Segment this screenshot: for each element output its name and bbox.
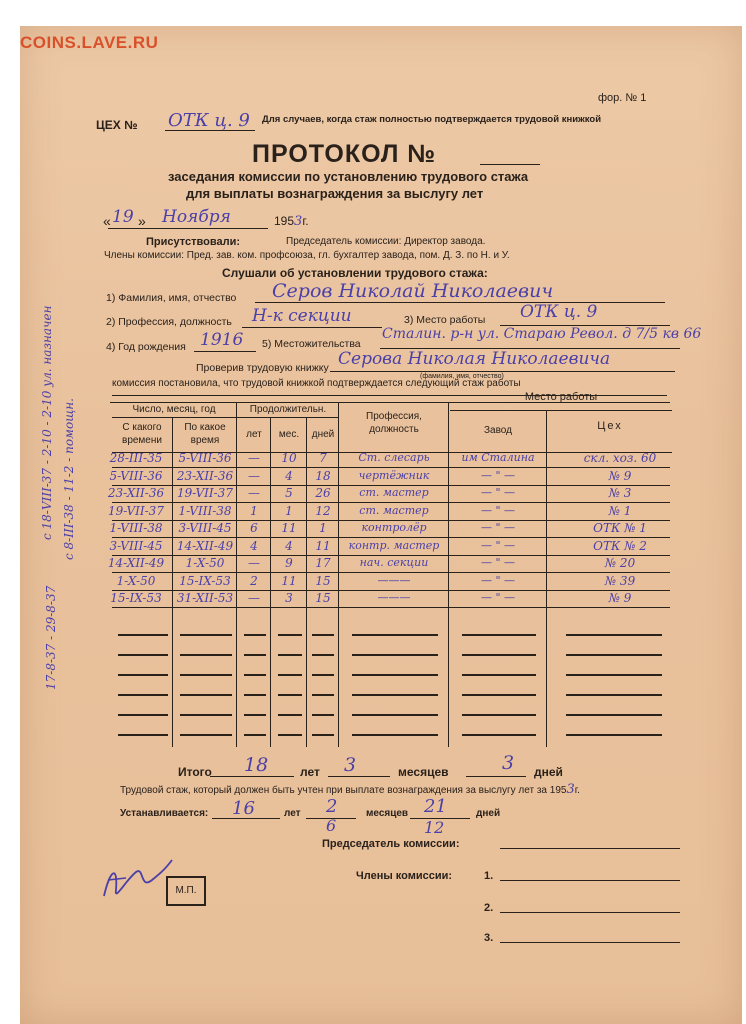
empty-row-dash [312, 654, 334, 656]
present-label: Присутствовали: [146, 236, 240, 248]
field-2-underline [242, 327, 382, 328]
table-cell-to: 31-XII-53 [176, 591, 234, 605]
field-5-value: Сталин. р-н ул. Стараю Револ. д 7/5 кв 66 [382, 326, 702, 342]
empty-row-dash [244, 734, 266, 736]
stazh-g: г. [574, 785, 580, 796]
workshop-prefix: ЦЕХ № [96, 118, 138, 132]
member-1-line [500, 880, 680, 881]
established-days-label: дней [476, 808, 501, 819]
protocol-number-line [480, 164, 540, 165]
table-cell-to: 14-XII-49 [176, 538, 234, 553]
th-date: Число, месяц, год [132, 404, 216, 415]
margin-note-1: с 18-VIII-37 - 2-10 - 2-10 ул. назначен [40, 305, 54, 540]
checked-caption: (фамилия, имя, отчество) [420, 373, 504, 380]
table-cell-shop: № 39 [604, 573, 636, 588]
member-3-number: 3. [484, 932, 494, 944]
table-cell-plant: — " — [480, 503, 516, 517]
empty-row-dash [462, 734, 536, 736]
established-years-line [212, 818, 280, 819]
table-cell-from: 1-VIII-38 [109, 521, 163, 535]
th-duration: Продолжительн. [249, 404, 327, 415]
table-cell-from: 15-IX-53 [110, 591, 162, 605]
table-cell-y: 4 [250, 538, 258, 553]
th-place: Место работы [524, 391, 598, 403]
empty-row-dash [462, 714, 536, 716]
empty-row-dash [462, 634, 536, 636]
checked-label: Проверив трудовую книжку [196, 362, 329, 374]
table-cell-m: 9 [285, 556, 293, 570]
table-cell-prof: нач. секции [359, 556, 429, 569]
field-1-underline [255, 302, 665, 303]
established-months-label: месяцев [366, 808, 409, 819]
members-line: Члены комиссии: Пред. зав. ком. профсоюза, гл. бухгалтер завода, пом. Д. З. по Н. и У. [104, 250, 510, 261]
stazh-text: Трудовой стаж, который должен быть учтен при выплате вознаграждения за выслугу лет за 1953г. [120, 782, 580, 797]
table-row-line [112, 607, 670, 608]
table-cell-prof: Ст. слесарь [358, 451, 430, 464]
empty-row-dash [180, 674, 232, 676]
member-1-number: 1. [484, 870, 494, 882]
empty-row-dash [118, 734, 168, 736]
table-cell-y: 2 [250, 573, 258, 588]
table-cell-prof: контр. мастер [348, 538, 440, 552]
field-2-value: Н-к секции [252, 306, 352, 326]
table-cell-d: 18 [315, 468, 331, 483]
table-cell-prof: ст. мастер [359, 503, 429, 517]
table-cell-from: 5-VIII-36 [109, 468, 163, 483]
table-cell-shop: № 9 [608, 591, 632, 605]
checked-underline [330, 371, 675, 372]
established-months: 2 [326, 796, 338, 817]
table-cell-y: 1 [250, 503, 258, 518]
table-cell-shop: № 1 [608, 503, 632, 518]
table-cell-d: 17 [315, 556, 331, 570]
empty-row-dash [352, 634, 438, 636]
field-4-label: 4) Год рождения [106, 341, 186, 353]
field-4-value: 1916 [200, 330, 244, 350]
col-line-7 [546, 410, 547, 747]
empty-row-dash [352, 674, 438, 676]
totals-years-label: лет [300, 765, 320, 779]
table-cell-shop: № 3 [608, 486, 632, 500]
table-cell-plant: — " — [480, 556, 516, 569]
table-cell-plant: — " — [480, 521, 516, 534]
table-cell-m: 5 [285, 486, 293, 500]
table-cell-from: 1-X-50 [116, 573, 156, 588]
empty-row-dash [278, 674, 302, 676]
th-days: дней [311, 429, 335, 440]
table-cell-d: 15 [315, 573, 331, 588]
table-cell-d: 1 [319, 521, 327, 535]
totals-years-line [210, 776, 294, 777]
th-from: С какого времени [122, 422, 162, 446]
workshop-value: ОТК ц. 9 [168, 110, 250, 131]
established-label: Устанавливается: [120, 808, 209, 819]
table-cell-d: 7 [319, 451, 327, 465]
table-cell-to: 15-IX-53 [179, 573, 231, 588]
table-cell-shop: скл. хоз. 60 [583, 451, 657, 465]
note-12: 12 [424, 818, 445, 837]
empty-row-dash [312, 674, 334, 676]
table-cell-y: — [248, 468, 260, 483]
date-g: г. [302, 214, 309, 228]
table-cell-y: — [248, 556, 260, 570]
empty-row-dash [278, 714, 302, 716]
table-cell-to: 1-X-50 [185, 556, 225, 570]
empty-row-dash [180, 694, 232, 696]
established-years-label: лет [284, 808, 301, 819]
empty-row-dash [312, 694, 334, 696]
empty-row-dash [462, 654, 536, 656]
margin-note-2: с 8-III-38 - 11-2 - помощн. [62, 398, 76, 560]
subtitle-line-1: заседания комиссии по установлению трудового стажа [168, 169, 529, 184]
subtitle-line-2: для выплаты вознаграждения за выслугу лет [186, 186, 484, 201]
empty-row-dash [566, 674, 662, 676]
table-cell-prof: ст. мастер [359, 486, 429, 499]
empty-row-dash [352, 734, 438, 736]
stazh-year-suffix: 3 [566, 782, 575, 797]
member-3-line [500, 942, 680, 943]
table-cell-to: 3-VIII-45 [178, 521, 232, 535]
table-cell-shop: № 9 [608, 468, 632, 483]
table-cell-prof: контролёр [361, 521, 427, 534]
empty-row-dash [462, 674, 536, 676]
heard-heading: Слушали об установлении трудового стажа: [222, 266, 488, 280]
established-years: 16 [232, 798, 255, 819]
empty-row-dash [352, 714, 438, 716]
watermark: COINS.LAVE.RU [20, 33, 159, 52]
empty-row-dash [180, 634, 232, 636]
table-cell-from: 19-VII-37 [108, 503, 164, 518]
totals-months: 3 [344, 754, 357, 776]
stamp-box: М.П. [166, 876, 206, 906]
table-cell-to: 23-XII-36 [176, 468, 234, 483]
empty-row-dash [566, 694, 662, 696]
table-cell-d: 26 [315, 486, 331, 500]
workshop-underline [165, 130, 255, 131]
note-6: 6 [326, 816, 337, 835]
decision-text: комиссия постановила, что трудовой книжкой подтверждается следующий стаж работы [112, 378, 521, 389]
empty-row-dash [180, 734, 232, 736]
empty-row-dash [278, 734, 302, 736]
table-cell-to: 5-VIII-36 [178, 451, 232, 465]
totals-days-line [466, 776, 526, 777]
table-cell-d: 15 [315, 591, 331, 605]
empty-row-dash [118, 654, 168, 656]
empty-row-dash [312, 714, 334, 716]
members-label: Члены комиссии: [356, 870, 453, 882]
th-to: По какое время [184, 422, 226, 446]
table-cell-y: — [248, 591, 260, 605]
table-cell-shop: № 20 [604, 556, 636, 570]
table-cell-m: 1 [285, 503, 293, 518]
th-years: лет [246, 429, 262, 440]
field-2-label: 2) Профессия, должность [106, 316, 232, 328]
field-3-value: ОТК ц. 9 [520, 302, 598, 322]
table-cell-m: 4 [285, 468, 293, 483]
totals-label: Итого [178, 765, 212, 779]
th-plant: Завод [484, 425, 512, 436]
field-4-underline [194, 351, 256, 352]
empty-row-dash [566, 654, 662, 656]
table-cell-to: 19-VII-37 [177, 486, 233, 500]
table-cell-plant: — " — [480, 486, 516, 499]
table-cell-prof: ——— [377, 591, 411, 604]
table-cell-plant: — " — [480, 591, 516, 604]
field-1-value: Серов Николай Николаевич [272, 280, 554, 302]
date-underline [108, 228, 268, 229]
empty-row-dash [352, 654, 438, 656]
present-value: Председатель комиссии: Директор завода. [286, 236, 486, 247]
th-profession: Профессия, должность [366, 411, 422, 435]
table-cell-m: 3 [285, 591, 293, 605]
field-3-label: 3) Место работы [404, 314, 486, 326]
th-months: мес. [278, 429, 300, 440]
empty-row-dash [180, 654, 232, 656]
empty-row-dash [312, 734, 334, 736]
chairman-line [500, 848, 680, 849]
established-days: 21 [424, 796, 447, 817]
field-1-label: 1) Фамилия, имя, отчество [106, 292, 237, 304]
totals-months-label: месяцев [398, 765, 449, 779]
member-2-line [500, 912, 680, 913]
table-cell-m: 11 [281, 521, 297, 535]
empty-row-dash [244, 634, 266, 636]
margin-note-3: 17-8-37 - 29-8-37 [44, 585, 58, 690]
table-cell-prof: чертёжник [358, 468, 430, 482]
table-cell-from: 28-III-35 [109, 451, 163, 465]
table-cell-plant: — " — [480, 573, 516, 587]
checked-value: Серова Николая Николаевича [338, 349, 611, 369]
table-cell-from: 3-VIII-45 [109, 538, 163, 553]
table-cell-m: 10 [281, 451, 297, 465]
empty-row-dash [118, 634, 168, 636]
table-cell-shop: ОТК № 2 [593, 538, 647, 553]
table-cell-plant: — " — [480, 538, 516, 552]
table-place-line [450, 410, 672, 411]
member-2-number: 2. [484, 902, 494, 914]
table-cell-d: 12 [315, 503, 331, 518]
empty-row-dash [566, 734, 662, 736]
empty-row-dash [244, 654, 266, 656]
protocol-title: ПРОТОКОЛ № [252, 140, 437, 168]
empty-row-dash [244, 674, 266, 676]
table-cell-m: 4 [285, 538, 293, 553]
form-number: фор. № 1 [598, 92, 647, 104]
totals-years: 18 [244, 754, 269, 776]
table-cell-from: 23-XII-36 [107, 486, 165, 500]
col-line-2 [236, 402, 237, 747]
table-cell-plant: — " — [480, 468, 516, 482]
table-cell-prof: ——— [377, 573, 411, 587]
table-cell-to: 1-VIII-38 [178, 503, 232, 518]
totals-days-label: дней [534, 765, 563, 779]
empty-row-dash [180, 714, 232, 716]
table-cell-y: — [248, 486, 260, 500]
date-year-prefix: 195 [274, 214, 295, 228]
empty-row-dash [462, 694, 536, 696]
chairman-label: Председатель комиссии: [322, 838, 460, 850]
table-cell-plant: им Сталина [461, 451, 535, 464]
table-cell-d: 11 [315, 538, 331, 553]
table-cell-from: 14-XII-49 [107, 556, 165, 570]
empty-row-dash [244, 694, 266, 696]
date-year-suffix: 3 [294, 214, 303, 229]
table-subheader-line [112, 417, 338, 418]
empty-row-dash [352, 694, 438, 696]
empty-row-dash [278, 694, 302, 696]
field-5-label: 5) Местожительства [262, 338, 361, 350]
date-day: 19 [112, 207, 134, 227]
table-cell-shop: ОТК № 1 [593, 521, 647, 535]
empty-row-dash [278, 654, 302, 656]
table-cell-y: — [248, 451, 260, 465]
table-cell-y: 6 [250, 521, 258, 535]
empty-row-dash [118, 674, 168, 676]
totals-days: 3 [502, 752, 515, 774]
empty-row-dash [312, 634, 334, 636]
empty-row-dash [566, 634, 662, 636]
table-cell-m: 11 [281, 573, 297, 588]
signature-scribble [96, 850, 180, 910]
workshop-note: Для случаев, когда стаж полностью подтверждается трудовой книжкой [262, 114, 602, 125]
empty-row-dash [244, 714, 266, 716]
empty-row-dash [118, 714, 168, 716]
th-shop: Цех [597, 420, 623, 432]
empty-row-dash [566, 714, 662, 716]
empty-row-dash [118, 694, 168, 696]
empty-row-dash [278, 634, 302, 636]
totals-months-line [328, 776, 390, 777]
date-month: Ноября [162, 207, 231, 227]
